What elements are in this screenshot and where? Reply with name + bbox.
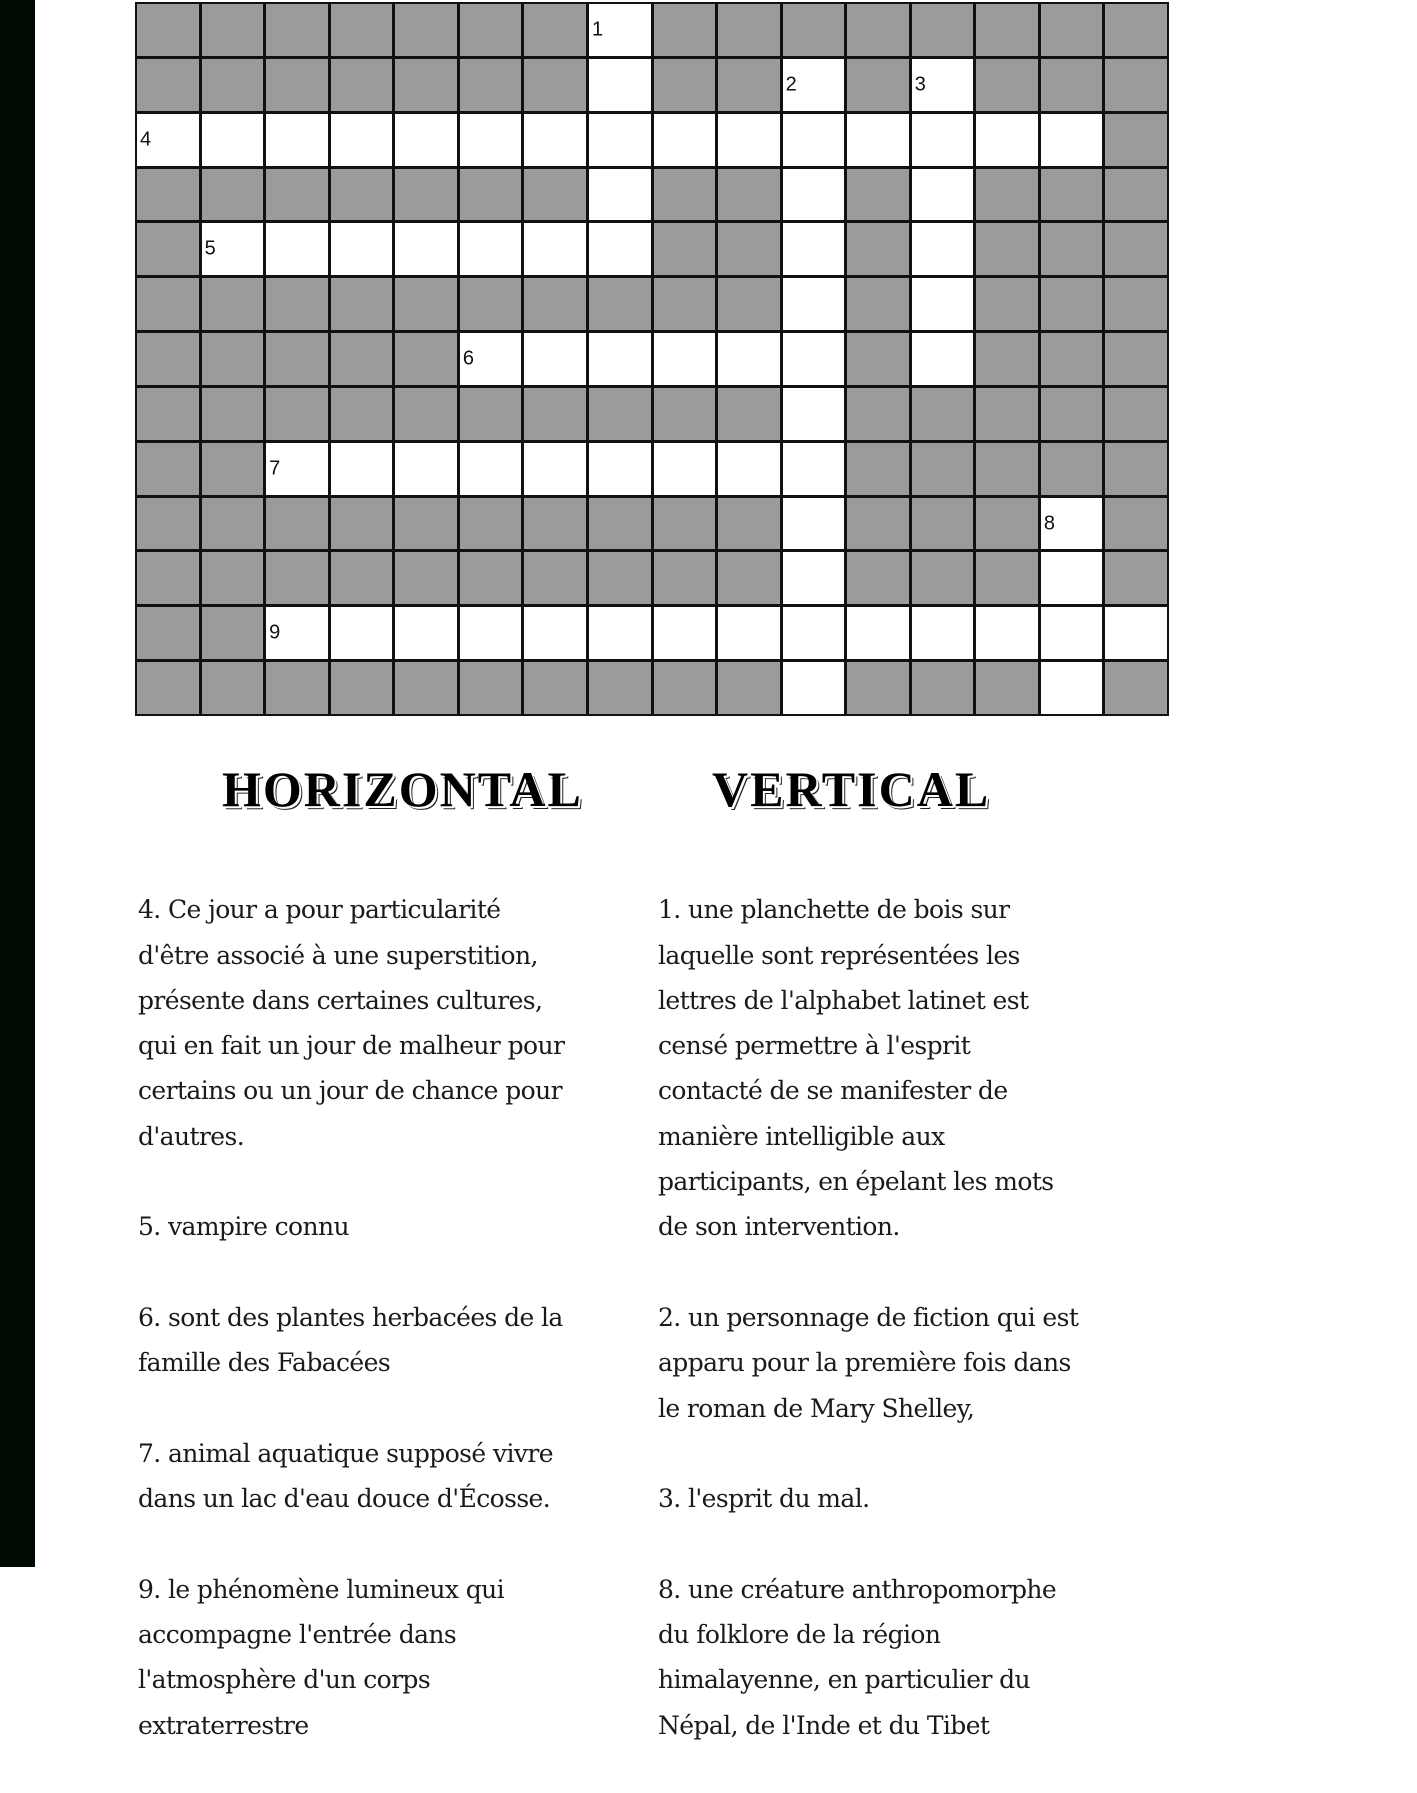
clue-number: 7 [269,457,281,480]
crossword-cell-block [718,278,780,330]
crossword-cell-open[interactable] [783,59,845,111]
crossword-cell-open[interactable] [202,114,264,166]
crossword-cell-block [976,498,1038,550]
crossword-cell-block [137,4,199,56]
crossword-cell-open[interactable] [395,223,457,275]
crossword-cell-open[interactable] [331,114,393,166]
crossword-cell-open[interactable] [783,169,845,221]
crossword-cell-block [137,59,199,111]
crossword-cell-block [266,498,328,550]
crossword-cell-block [589,552,651,604]
crossword-cell-block [1041,223,1103,275]
crossword-cell-block [331,662,393,714]
clue-horizontal-9: 9. le phénomène lumineux qui accompagne l'entrée dans l'atmosphère d'un corps extraterrestre [138,1574,505,1740]
crossword-cell-open[interactable] [1041,114,1103,166]
crossword-cell-open[interactable] [524,333,586,385]
crossword-cell-block [1041,443,1103,495]
clue-vertical-1: 1. une planchette de bois sur laquelle sont représentées les lettres de l'alphabet latinet est censé permettre à l'esprit contacté de se manifester de manière intelligible aux participants, en épelant les mots de son intervention. [658,895,1054,1242]
crossword-cell-open[interactable] [1041,662,1103,714]
crossword-cell-block [654,4,716,56]
crossword-cell-block [395,333,457,385]
crossword-cell-block [847,4,909,56]
clue-vertical-8: 8. une créature anthropomorphe du folklore de la région himalayenne, en particulier du Népal, de l'Inde et du Tibet [658,1574,1057,1740]
crossword-cell-block [847,278,909,330]
crossword-cell-block [202,169,264,221]
crossword-cell-block [1041,4,1103,56]
crossword-cell-open[interactable] [266,114,328,166]
crossword-cell-block [912,498,974,550]
crossword-cell-block [589,498,651,550]
crossword-cell-block [1105,333,1167,385]
crossword-cell-open[interactable] [460,223,522,275]
crossword-cell-open[interactable] [589,443,651,495]
crossword-cell-block [654,388,716,440]
crossword-cell-open[interactable] [137,114,199,166]
crossword-cell-open[interactable] [1041,498,1103,550]
crossword-cell-open[interactable] [912,114,974,166]
crossword-cell-block [395,498,457,550]
vertical-heading: VERTICAL [712,761,991,817]
crossword-cell-block [1105,388,1167,440]
crossword-cell-block [654,169,716,221]
crossword-cell-block [847,443,909,495]
crossword-cell-open[interactable] [460,443,522,495]
crossword-cell-block [202,333,264,385]
crossword-cell-block [524,662,586,714]
crossword-cell-open[interactable] [783,333,845,385]
clue-vertical-3: 3. l'esprit du mal. [658,1484,870,1514]
clue-number: 3 [914,73,926,96]
crossword-cell-block [331,278,393,330]
clue-number: 1 [591,18,604,41]
crossword-cell-block [718,59,780,111]
crossword-cell-block [847,333,909,385]
crossword-cell-open[interactable] [331,443,393,495]
crossword-cell-open[interactable] [783,223,845,275]
crossword-cell-block [1041,278,1103,330]
crossword-cell-block [331,169,393,221]
crossword-cell-block [137,333,199,385]
crossword-cell-block [460,498,522,550]
crossword-cell-open[interactable] [912,278,974,330]
crossword-cell-block [718,169,780,221]
crossword-cell-block [847,59,909,111]
crossword-cell-block [395,4,457,56]
clue-horizontal-7: 7. animal aquatique supposé vivre dans un lac d'eau douce d'Écosse. [138,1438,553,1514]
crossword-cell-block [976,388,1038,440]
crossword-cell-open[interactable] [976,114,1038,166]
crossword-cell-block [524,4,586,56]
crossword-cell-open[interactable] [847,114,909,166]
crossword-cell-open[interactable] [589,59,651,111]
crossword-cell-block [266,662,328,714]
crossword-cell-block [589,388,651,440]
crossword-cell-block [395,59,457,111]
crossword-cell-block [202,388,264,440]
crossword-cell-block [654,662,716,714]
crossword-cell-block [202,552,264,604]
crossword-cell-block [266,59,328,111]
crossword-cell-block [460,278,522,330]
crossword-cell-block [976,223,1038,275]
crossword-cell-open[interactable] [718,607,780,659]
crossword-cell-block [1105,169,1167,221]
crossword-cell-block [524,59,586,111]
crossword-cell-block [460,59,522,111]
crossword-cell-block [1105,443,1167,495]
crossword-cell-open[interactable] [1041,552,1103,604]
crossword-cell-block [1105,498,1167,550]
crossword-cell-block [202,278,264,330]
clue-number: 9 [269,621,281,644]
crossword-cell-block [1105,662,1167,714]
crossword-cell-block [976,4,1038,56]
clue-number: 8 [1043,512,1055,535]
crossword-cell-open[interactable] [331,607,393,659]
crossword-cell-block [1105,59,1167,111]
crossword-cell-block [589,662,651,714]
crossword-cell-block [847,223,909,275]
crossword-cell-open[interactable] [847,607,909,659]
clue-number: 4 [140,128,152,151]
crossword-cell-block [912,552,974,604]
crossword-cell-open[interactable] [395,114,457,166]
crossword-cell-open[interactable] [202,223,264,275]
crossword-cell-block [654,498,716,550]
crossword-cell-open[interactable] [783,552,845,604]
crossword-cell-block [847,169,909,221]
crossword-cell-open[interactable] [266,607,328,659]
crossword-cell-block [783,4,845,56]
crossword-cell-open[interactable] [718,114,780,166]
crossword-cell-open[interactable] [783,498,845,550]
crossword-cell-open[interactable] [589,114,651,166]
crossword-cell-open[interactable] [912,223,974,275]
crossword-cell-block [912,4,974,56]
crossword-cell-open[interactable] [718,443,780,495]
crossword-cell-block [331,552,393,604]
crossword-cell-open[interactable] [783,607,845,659]
crossword-cell-block [654,278,716,330]
crossword-cell-open[interactable] [266,223,328,275]
crossword-cell-open[interactable] [524,114,586,166]
crossword-cell-block [847,662,909,714]
crossword-cell-block [395,552,457,604]
crossword-cell-open[interactable] [589,607,651,659]
crossword-cell-open[interactable] [524,443,586,495]
crossword-cell-block [1105,552,1167,604]
crossword-cell-open[interactable] [912,333,974,385]
crossword-cell-open[interactable] [912,169,974,221]
crossword-cell-block [654,552,716,604]
crossword-cell-open[interactable] [266,443,328,495]
crossword-cell-block [1105,4,1167,56]
crossword-cell-block [395,662,457,714]
crossword-cell-open[interactable] [654,114,716,166]
crossword-cell-block [654,223,716,275]
crossword-cell-block [976,169,1038,221]
crossword-cell-open[interactable] [589,4,651,56]
crossword-cell-block [331,333,393,385]
crossword-cell-block [976,662,1038,714]
crossword-cell-block [718,388,780,440]
clue-number: 5 [204,237,216,260]
crossword-cell-block [395,388,457,440]
crossword-cell-block [1041,388,1103,440]
crossword-cell-block [847,552,909,604]
crossword-cell-open[interactable] [524,607,586,659]
crossword-cell-block [266,278,328,330]
crossword-cell-block [137,223,199,275]
crossword-cell-open[interactable] [460,607,522,659]
left-edge-bar [0,0,35,1567]
crossword-cell-block [460,662,522,714]
crossword-cell-block [202,59,264,111]
vertical-clues [658,842,1198,1793]
crossword-cell-block [460,552,522,604]
crossword-cell-open[interactable] [783,662,845,714]
crossword-cell-block [460,388,522,440]
crossword-cell-open[interactable] [589,333,651,385]
crossword-cell-open[interactable] [589,223,651,275]
crossword-cell-open[interactable] [395,443,457,495]
crossword-cell-block [331,498,393,550]
crossword-cell-block [137,498,199,550]
crossword-cell-block [202,607,264,659]
crossword-cell-block [395,169,457,221]
crossword-cell-block [524,278,586,330]
crossword-cell-block [718,498,780,550]
crossword-cell-block [460,169,522,221]
crossword-cell-block [1105,278,1167,330]
crossword-cell-block [202,662,264,714]
crossword-cell-block [266,169,328,221]
crossword-cell-open[interactable] [524,223,586,275]
crossword-cell-block [137,388,199,440]
crossword-cell-open[interactable] [976,607,1038,659]
crossword-cell-block [847,498,909,550]
clue-number: 6 [462,347,474,370]
crossword-cell-block [976,443,1038,495]
crossword-cell-block [331,4,393,56]
crossword-cell-block [589,278,651,330]
crossword-cell-open[interactable] [912,607,974,659]
crossword-cell-open[interactable] [395,607,457,659]
crossword-cell-block [1041,333,1103,385]
crossword-cell-block [976,552,1038,604]
crossword-grid [135,2,1169,716]
clue-horizontal-5: 5. vampire connu [138,1212,349,1242]
crossword-cell-block [976,59,1038,111]
crossword-cell-block [137,662,199,714]
clue-vertical-2: 2. un personnage de fiction qui est apparu pour la première fois dans le roman de Mary Shelley, [658,1302,1079,1423]
crossword-cell-block [847,388,909,440]
crossword-cell-block [395,278,457,330]
crossword-cell-block [912,662,974,714]
crossword-cell-block [266,333,328,385]
crossword-cell-block [1105,223,1167,275]
clue-horizontal-6: 6. sont des plantes herbacées de la famille des Fabacées [138,1302,563,1378]
crossword-cell-block [137,169,199,221]
crossword-cell-block [331,388,393,440]
clue-horizontal-4: 4. Ce jour a pour particularité d'être associé à une superstition, présente dans certaines cultures, qui en fait un jour de malheur pour certains ou un jour de chance pour d'autres. [138,895,565,1151]
crossword-cell-block [718,4,780,56]
horizontal-heading: HORIZONTAL [222,761,583,817]
crossword-cell-block [524,552,586,604]
crossword-cell-block [1041,169,1103,221]
crossword-cell-block [137,278,199,330]
crossword-cell-open[interactable] [783,443,845,495]
crossword-cell-open[interactable] [783,278,845,330]
crossword-cell-open[interactable] [783,388,845,440]
crossword-cell-block [524,498,586,550]
crossword-cell-open[interactable] [654,607,716,659]
crossword-cell-open[interactable] [460,333,522,385]
crossword-cell-open[interactable] [1041,607,1103,659]
crossword-cell-open[interactable] [654,443,716,495]
crossword-cell-open[interactable] [654,333,716,385]
crossword-cell-open[interactable] [718,333,780,385]
crossword-cell-block [718,662,780,714]
crossword-cell-open[interactable] [1105,607,1167,659]
crossword-cell-block [202,443,264,495]
crossword-cell-block [137,552,199,604]
crossword-cell-block [912,388,974,440]
crossword-cell-block [524,388,586,440]
crossword-cell-block [202,4,264,56]
crossword-cell-open[interactable] [912,59,974,111]
crossword-cell-open[interactable] [460,114,522,166]
crossword-cell-block [1041,59,1103,111]
horizontal-clues [138,842,658,1793]
crossword-cell-block [266,552,328,604]
crossword-cell-block [202,498,264,550]
crossword-cell-block [718,552,780,604]
clue-number: 2 [785,73,797,96]
crossword-cell-block [1105,114,1167,166]
crossword-cell-block [912,443,974,495]
crossword-cell-block [137,443,199,495]
crossword-cell-block [976,333,1038,385]
crossword-cell-block [524,169,586,221]
crossword-cell-open[interactable] [783,114,845,166]
crossword-cell-block [654,59,716,111]
crossword-cell-open[interactable] [331,223,393,275]
crossword-cell-block [460,4,522,56]
crossword-cell-block [137,607,199,659]
crossword-cell-block [331,59,393,111]
crossword-cell-open[interactable] [589,169,651,221]
crossword-cell-block [266,4,328,56]
crossword-cell-block [266,388,328,440]
crossword-cell-block [718,223,780,275]
crossword-cell-block [976,278,1038,330]
